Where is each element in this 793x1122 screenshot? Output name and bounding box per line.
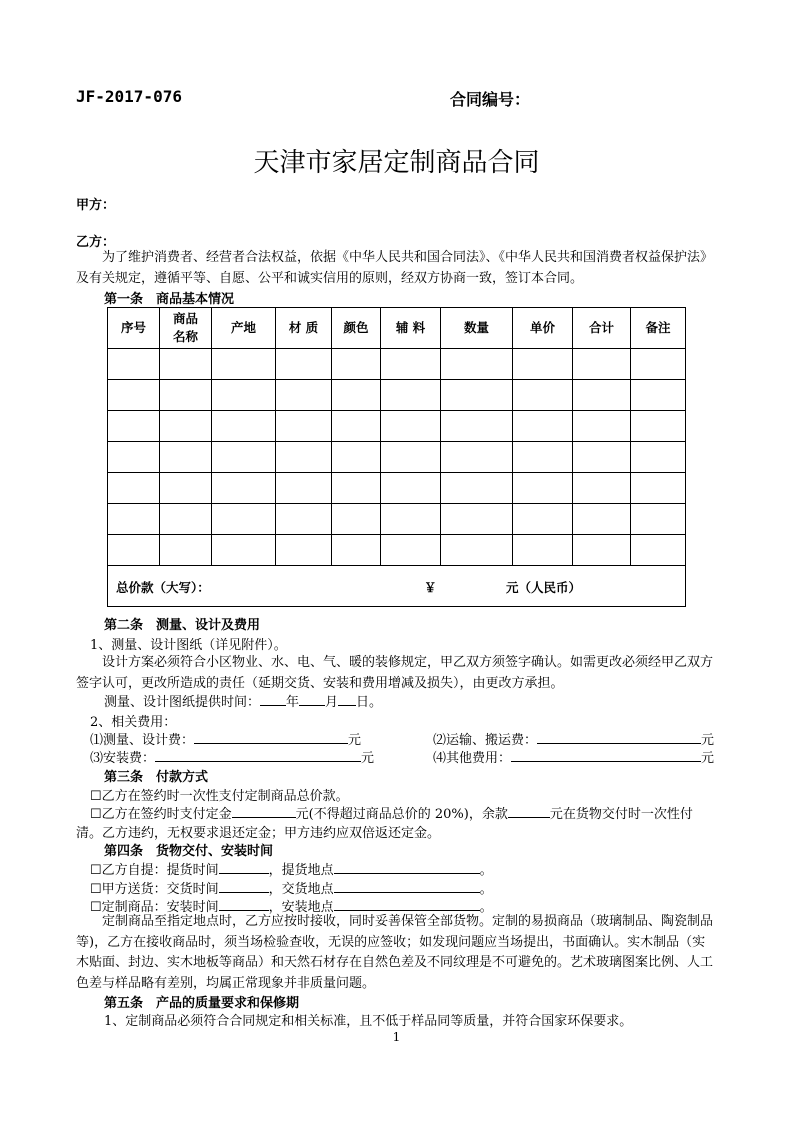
article2-item2: 2、相关费用： (90, 715, 177, 730)
delivery-place-blank[interactable] (334, 879, 480, 893)
col-header: 序号 (108, 308, 160, 349)
page-title: 天津市家居定制商品合同 (253, 148, 540, 178)
article1-heading: 第一条 商品基本情况 (104, 292, 235, 307)
article5-heading: 第五条 产品的质量要求和保修期 (104, 996, 300, 1011)
period: 。 (479, 863, 493, 878)
balance-blank[interactable] (508, 804, 550, 818)
total-label: 总价款（大写）： (116, 580, 210, 595)
fee4-label: ⑷其他费用： (433, 751, 512, 766)
party-b-label: 乙方： (76, 235, 116, 250)
install-place-label: ，安装地点 (268, 900, 334, 915)
article2-heading: 第二条 测量、设计及费用 (104, 618, 261, 633)
article4-text: 定制商品至指定地点时，乙方应按时接收，同时妥善保管全部货物。定制的易损商品（玻璃制品、陶瓷制品等)，乙方在接收商品时，须当场检验查收，无误的应签收；如发现问题应当场提出，书面确认。实木制品（实木贴面、封边、实木地板等商品）和天然石材存在自然色差及不同纹理是不可避免的。艺术玻璃图案比例、人工色差与样品略有差别，均属正常现象并非质量问题。 (76, 914, 714, 991)
page-number: 1 (392, 1030, 401, 1044)
table-row (108, 380, 686, 411)
goods-table-header (108, 308, 686, 349)
yuan-label: 元 (348, 733, 362, 748)
month-label: 月 (325, 695, 339, 710)
fee2-label: ⑵运输、搬运费： (433, 733, 538, 748)
goods-table (107, 307, 686, 607)
table-row (108, 349, 686, 380)
install-time-blank[interactable] (219, 897, 269, 911)
fee4-line (433, 747, 714, 766)
article5-item1: 1、定制商品必须符合合同规定和相关标准，且不低于样品同等质量，并符合国家环保要求。 (104, 1014, 633, 1029)
pickup-place-label: ，提货地点 (268, 863, 334, 878)
yuan-label: 元 (701, 733, 715, 748)
design-time-label: 测量、设计图纸提供时间： (104, 695, 261, 710)
yen-symbol: ￥ (424, 580, 437, 595)
col-header: 单价 (513, 308, 573, 349)
table-row (108, 411, 686, 442)
delivery-time-blank[interactable] (219, 879, 269, 893)
fee1-blank[interactable] (194, 730, 348, 744)
install-place-blank[interactable] (334, 897, 480, 911)
payment-option2-a: ☐乙方在签约时支付定金 (90, 807, 232, 822)
period: 。 (479, 882, 493, 897)
fee4-blank[interactable] (511, 748, 701, 762)
fee1-line (90, 729, 361, 748)
delivery-place-label: ，交货地点 (268, 882, 334, 897)
month-blank[interactable] (299, 692, 325, 706)
doc-number: JF-2017-076 (76, 87, 182, 106)
fee3-line (90, 747, 374, 766)
yuan-label: 元 (361, 751, 375, 766)
design-time-line (104, 691, 382, 710)
col-header: 颜色 (332, 308, 381, 349)
table-row (108, 535, 686, 566)
pickup-time-blank[interactable] (219, 860, 269, 874)
col-header: 合计 (573, 308, 631, 349)
fee2-blank[interactable] (537, 730, 701, 744)
col-header: 产地 (212, 308, 276, 349)
col-header: 材 质 (276, 308, 332, 349)
col-header: 数量 (441, 308, 513, 349)
payment-option2-b: 元(不得超过商品总价的 20%)，余款 (295, 807, 508, 822)
delivery-option3-label: ☐定制商品：安装时间 (90, 900, 219, 915)
fee2-line (433, 729, 714, 748)
article3-heading: 第三条 付款方式 (104, 770, 209, 785)
period: 。 (479, 900, 493, 915)
col-header (160, 308, 212, 349)
col-header: 备注 (631, 308, 686, 349)
delivery-option1-label: ☐乙方自提：提货时间 (90, 863, 219, 878)
day-blank[interactable] (338, 692, 356, 706)
article2-design-text: 设计方案必须符合小区物业、水、电、气、暖的装修规定，甲乙双方须签字确认。如需更改必须经甲乙双方签字认可，更改所造成的责任（延期交货、安装和费用增减及损失），由更改方承担。 (76, 655, 714, 691)
fee3-label: ⑶安装费： (90, 751, 156, 766)
year-blank[interactable] (260, 692, 286, 706)
pickup-place-blank[interactable] (334, 860, 480, 874)
table-row (108, 442, 686, 473)
day-label: 日。 (356, 695, 383, 710)
col-header: 辅 料 (381, 308, 441, 349)
table-row (108, 504, 686, 535)
article4-heading: 第四条 货物交付、安装时间 (104, 844, 274, 859)
fee1-label: ⑴测量、设计费： (90, 733, 195, 748)
party-a-label: 甲方： (76, 198, 116, 213)
total-row (108, 566, 686, 607)
payment-option2-d: 清。乙方违约，无权要求退还定金；甲方违约应双倍返还定金。 (76, 826, 441, 841)
payment-option2[interactable] (90, 803, 693, 822)
yuan-label: 元 (701, 751, 715, 766)
year-label: 年 (286, 695, 300, 710)
article2-item1: 1、测量、设计图纸（详见附件）。 (90, 638, 287, 653)
delivery-option2[interactable] (90, 878, 493, 897)
payment-option1[interactable]: ☐乙方在签约时一次性支付定制商品总价款。 (90, 789, 349, 804)
table-row (108, 473, 686, 504)
col-header-text: 商品名称 (172, 310, 198, 344)
rmb-label: 元（人民币） (506, 580, 582, 595)
payment-option2-c: 元在货物交付时一次性付 (549, 807, 693, 822)
preamble: 为了维护消费者、经营者合法权益，依据《中华人民共和国合同法》、《中华人民共和国消费者权益保护法》及有关规定，遵循平等、自愿、公平和诚实信用的原则，经双方协商一致，签订本合同。 (76, 250, 714, 286)
delivery-option1[interactable] (90, 859, 493, 878)
delivery-option2-label: ☐甲方送货：交货时间 (90, 882, 219, 897)
fee3-blank[interactable] (155, 748, 361, 762)
contract-number-label: 合同编号： (450, 90, 531, 109)
deposit-blank[interactable] (232, 804, 296, 818)
